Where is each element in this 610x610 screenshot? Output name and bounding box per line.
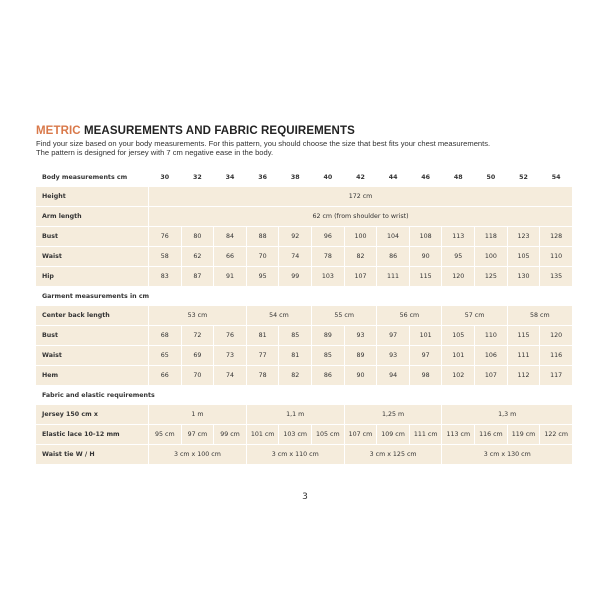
body-measurement-row — [36, 247, 572, 266]
table-cell: 125 — [475, 267, 507, 286]
height-row — [36, 187, 572, 206]
table-cell: 81 — [279, 346, 311, 365]
size-header-cell: 46 — [410, 168, 442, 186]
table-cell: 105 — [442, 326, 474, 345]
table-cell: 85 — [279, 326, 311, 345]
table-cell: 95 cm — [149, 425, 181, 444]
table-cell: 65 — [149, 346, 181, 365]
fabric-requirements-header-row — [36, 386, 572, 404]
table-cell: 108 — [410, 227, 442, 246]
garment-measurements-header-row — [36, 287, 572, 305]
row-label: Bust — [36, 326, 148, 345]
table-cell: 128 — [540, 227, 572, 246]
table-cell: 58 cm — [508, 306, 572, 325]
garment-measurement-row — [36, 346, 572, 365]
table-cell: 115 — [508, 326, 540, 345]
table-cell: 88 — [247, 227, 279, 246]
table-cell: 103 — [312, 267, 344, 286]
table-cell: 3 cm x 110 cm — [247, 445, 344, 464]
table-cell: 96 — [312, 227, 344, 246]
size-header-cell: 44 — [377, 168, 409, 186]
table-cell: 98 — [410, 366, 442, 385]
table-cell: 112 — [508, 366, 540, 385]
table-cell: 82 — [279, 366, 311, 385]
arm-length-row — [36, 207, 572, 226]
table-cell: 107 — [345, 267, 377, 286]
row-label: Height — [36, 187, 148, 206]
table-cell: 103 cm — [279, 425, 311, 444]
table-cell: 1 m — [149, 405, 246, 424]
table-cell: 54 cm — [247, 306, 311, 325]
table-cell: 93 — [377, 346, 409, 365]
table-cell: 120 — [540, 326, 572, 345]
table-cell: 122 cm — [540, 425, 572, 444]
size-header-cell: 32 — [182, 168, 214, 186]
table-cell: 95 — [442, 247, 474, 266]
table-cell: 118 — [475, 227, 507, 246]
table-cell: 117 — [540, 366, 572, 385]
size-header-cell: 52 — [508, 168, 540, 186]
table-cell: 115 — [410, 267, 442, 286]
table-cell: 90 — [410, 247, 442, 266]
garment-measurement-row — [36, 326, 572, 345]
size-header-cell: 50 — [475, 168, 507, 186]
table-cell: 111 — [508, 346, 540, 365]
garment-measurements-header: Garment measurements in cm — [36, 287, 572, 305]
table-cell: 91 — [214, 267, 246, 286]
table-cell: 116 — [540, 346, 572, 365]
table-cell: 1,25 m — [345, 405, 442, 424]
table-cell: 74 — [214, 366, 246, 385]
table-cell: 76 — [149, 227, 181, 246]
intro-line-2: The pattern is designed for jersey with 7 cm negative ease in the body. — [36, 147, 274, 157]
table-cell: 99 — [279, 267, 311, 286]
table-cell: 93 — [345, 326, 377, 345]
table-cell: 74 — [279, 247, 311, 266]
row-label: Hip — [36, 267, 148, 286]
row-label: Center back length — [36, 306, 148, 325]
row-label: Waist — [36, 346, 148, 365]
table-cell: 101 — [410, 326, 442, 345]
table-cell: 81 — [247, 326, 279, 345]
row-label: Elastic lace 10-12 mm — [36, 425, 148, 444]
table-cell: 102 — [442, 366, 474, 385]
table-cell: 99 cm — [214, 425, 246, 444]
row-label: Bust — [36, 227, 148, 246]
table-cell: 66 — [149, 366, 181, 385]
table-cell: 107 cm — [345, 425, 377, 444]
table-cell: 70 — [247, 247, 279, 266]
table-cell: 95 — [247, 267, 279, 286]
row-label: Jersey 150 cm x — [36, 405, 148, 424]
table-cell: 66 — [214, 247, 246, 266]
table-cell: 1,1 m — [247, 405, 344, 424]
intro-line-1: Find your size based on your body measurements. For this pattern, you should choose the size that best fits your chest measurements. — [36, 139, 491, 148]
table-cell: 83 — [149, 267, 181, 286]
page-number: 3 — [302, 492, 308, 502]
table-cell: 78 — [312, 247, 344, 266]
table-cell: 104 — [377, 227, 409, 246]
size-header-cell: 42 — [345, 168, 377, 186]
table-cell: 119 cm — [508, 425, 540, 444]
fabric-requirements-header: Fabric and elastic requirements — [36, 386, 572, 404]
table-cell: 87 — [182, 267, 214, 286]
size-header-cell: 54 — [540, 168, 572, 186]
center-back-length-row — [36, 306, 572, 325]
table-cell: 113 — [442, 227, 474, 246]
size-header-cell: 48 — [442, 168, 474, 186]
jersey-row — [36, 405, 572, 424]
table-cell: 68 — [149, 326, 181, 345]
size-header-cell: 38 — [279, 168, 311, 186]
table-cell: 69 — [182, 346, 214, 365]
size-header-cell: 36 — [247, 168, 279, 186]
intro-text — [36, 140, 574, 157]
table-cell: 113 cm — [442, 425, 474, 444]
size-header-cell: 40 — [312, 168, 344, 186]
table-cell: 94 — [377, 366, 409, 385]
table-cell: 92 — [279, 227, 311, 246]
table-cell: 110 — [475, 326, 507, 345]
table-cell: 107 — [475, 366, 507, 385]
row-label: Arm length — [36, 207, 148, 226]
table-cell: 97 — [410, 346, 442, 365]
table-cell: 97 — [377, 326, 409, 345]
table-cell: 106 — [475, 346, 507, 365]
table-cell: 82 — [345, 247, 377, 266]
table-cell: 76 — [214, 326, 246, 345]
row-label: Waist tie W / H — [36, 445, 148, 464]
arm-length-value: 62 cm (from shoulder to wrist) — [149, 207, 572, 226]
table-cell: 89 — [312, 326, 344, 345]
table-cell: 105 — [508, 247, 540, 266]
height-value: 172 cm — [149, 187, 572, 206]
garment-measurement-row — [36, 366, 572, 385]
table-cell: 89 — [345, 346, 377, 365]
body-measurement-row — [36, 267, 572, 286]
table-cell: 109 cm — [377, 425, 409, 444]
size-table — [35, 167, 573, 465]
table-cell: 3 cm x 125 cm — [345, 445, 442, 464]
table-cell: 111 cm — [410, 425, 442, 444]
size-header-cell: 34 — [214, 168, 246, 186]
document-page — [36, 124, 574, 465]
table-cell: 116 cm — [475, 425, 507, 444]
table-cell: 97 cm — [182, 425, 214, 444]
table-cell: 100 — [475, 247, 507, 266]
table-cell: 70 — [182, 366, 214, 385]
body-measurement-row — [36, 227, 572, 246]
table-cell: 135 — [540, 267, 572, 286]
table-cell: 3 cm x 100 cm — [149, 445, 246, 464]
table-cell: 57 cm — [442, 306, 506, 325]
table-cell: 62 — [182, 247, 214, 266]
elastic-lace-row — [36, 425, 572, 444]
row-label: Waist — [36, 247, 148, 266]
table-cell: 86 — [312, 366, 344, 385]
table-cell: 101 cm — [247, 425, 279, 444]
waist-tie-row — [36, 445, 572, 464]
table-cell: 77 — [247, 346, 279, 365]
table-cell: 3 cm x 130 cm — [442, 445, 572, 464]
table-cell: 101 — [442, 346, 474, 365]
table-cell: 120 — [442, 267, 474, 286]
size-header-cell: 30 — [149, 168, 181, 186]
table-cell: 84 — [214, 227, 246, 246]
table-cell: 53 cm — [149, 306, 246, 325]
title-accent: METRIC — [36, 125, 81, 137]
table-cell: 72 — [182, 326, 214, 345]
body-measurements-header-row — [36, 168, 572, 186]
table-cell: 86 — [377, 247, 409, 266]
table-cell: 123 — [508, 227, 540, 246]
table-cell: 85 — [312, 346, 344, 365]
table-cell: 100 — [345, 227, 377, 246]
table-cell: 90 — [345, 366, 377, 385]
table-cell: 73 — [214, 346, 246, 365]
table-cell: 58 — [149, 247, 181, 266]
table-cell: 110 — [540, 247, 572, 266]
table-cell: 56 cm — [377, 306, 441, 325]
row-label: Hem — [36, 366, 148, 385]
body-measurements-header: Body measurements cm — [36, 168, 148, 186]
table-cell: 80 — [182, 227, 214, 246]
table-cell: 55 cm — [312, 306, 376, 325]
table-cell: 105 cm — [312, 425, 344, 444]
title-rest: MEASUREMENTS AND FABRIC REQUIREMENTS — [80, 125, 355, 137]
page-title — [36, 124, 574, 138]
table-cell: 1,3 m — [442, 405, 572, 424]
table-cell: 78 — [247, 366, 279, 385]
table-cell: 111 — [377, 267, 409, 286]
table-cell: 130 — [508, 267, 540, 286]
